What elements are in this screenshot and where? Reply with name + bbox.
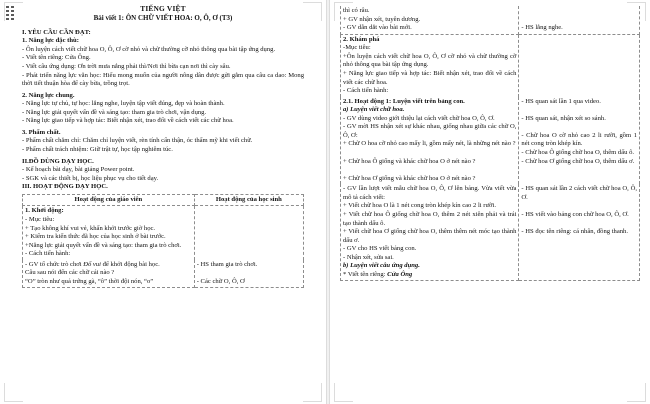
page-subtitle: Bài viết 1: ÔN CHỮ VIẾT HOA: O, Ô, Ơ (T3) <box>93 13 233 22</box>
student-activity-cell <box>519 184 640 281</box>
student-activity-cell <box>194 260 303 288</box>
activity-line: - Chữ hoa O cỡ nhỏ cao 2 li rưỡi, gồm 1 nét cong tròn khép kín. <box>521 131 637 148</box>
activity-line: - Mục tiêu: <box>25 215 55 223</box>
activity-line: - GV dẫn dắt vào bài mới. <box>343 24 412 32</box>
requirement-line: - Viết tên riêng: Cửa Ông. <box>22 54 91 62</box>
activity-line: + Viết chữ hoa Ô giống chữ hoa O, thêm 2 nét xiên phải và trái tạo thành dấu ô. <box>343 210 517 227</box>
activity-line: “O” tròn như quả trứng gà, “ô” thời đội nón, “o” <box>25 277 154 285</box>
page-right-content <box>340 4 640 281</box>
activity-spacer <box>521 16 637 25</box>
subheading-general-competence: 2. Năng lực chung. <box>22 91 75 99</box>
activity-line: - Cách tiến hành: <box>25 250 71 258</box>
quality-line: - Phẩm chất trách nhiệm: Giữ trật tự, học tập nghiêm túc. <box>22 146 173 154</box>
competence-line: - Năng lực giao tiếp và hợp tác: Biết nhận xét, trao đổi về cách viết các chữ hoa. <box>22 117 234 125</box>
section-heading-requirements: I. YÊU CẦU CẦN ĐẠT: <box>22 28 91 36</box>
activity-line: - Cách tiến hành: <box>343 87 389 95</box>
activity-line: - HS lắng nghe. <box>521 24 563 32</box>
quality-line: - Phẩm chất chăm chỉ: Chăm chỉ luyện viết, rèn tính cẩn thận, óc thẩm mỹ khi viết chữ. <box>22 137 253 145</box>
activity-subheading: a) Luyện viết chữ hoa. <box>343 106 405 114</box>
teacher-activity-cell <box>341 34 519 96</box>
crop-mark-bottom-left <box>4 383 23 402</box>
table-row <box>341 184 640 281</box>
activity-line: - HS quan sát, nhận xét so sánh. <box>521 114 606 122</box>
materials-line: - SGK và các thiết bị, học liệu phục vụ cho tiết dạy. <box>22 174 159 182</box>
activity-spacer <box>521 220 637 229</box>
table-row <box>341 97 640 185</box>
table-row <box>23 260 304 288</box>
activity-line: + Năng lực giao tiếp và hợp tác: Biết nhận xét, trao đổi về cách viết các chữ hoa. <box>343 69 517 86</box>
crop-mark-top-right <box>303 2 322 21</box>
teacher-activity-cell <box>341 184 519 281</box>
teacher-activity-cell <box>341 6 519 34</box>
activity-spacer <box>343 166 516 175</box>
activity-line: - Chữ hoa Ơ giống chữ hoa O, thêm dấu ơ. <box>521 157 635 165</box>
crop-mark-bottom-left <box>334 383 353 402</box>
activity-line: thì có râu. <box>343 7 370 14</box>
table-row <box>341 6 640 34</box>
student-activity-cell <box>519 97 640 185</box>
activity-line: - GV dùng video giới thiệu lại cách viết chữ hoa O, Ô, Ơ. <box>343 114 495 122</box>
activity-heading: 1. Khởi động: <box>25 207 64 215</box>
requirement-line: - Ôn luyện cách viết chữ hoa O, Ô, Ơ cỡ nhỏ và chữ thường cỡ nhỏ thông qua bài tập ứng dụng. <box>22 45 276 53</box>
game-name: Đố vui <box>83 260 101 268</box>
activity-line: + Chữ O hoa cỡ nhỏ cao mấy li, gồm mấy nét, là những nét nào ? <box>343 140 516 148</box>
activity-line: - GV lần lượt viết mẫu chữ hoa O, Ô, Ơ lên bảng. Vừa viết vừa mô tả cách viết: <box>343 185 517 201</box>
activity-line: - GV tổ chức trò chơi Đố vui để khởi động bài học. <box>25 260 160 268</box>
proper-noun: Cửa Ông <box>387 270 413 278</box>
activity-line: Câu sau nói đến các chữ cái nào ? <box>25 269 115 277</box>
activity-line: + Kiểm tra kiến thức đã học của học sinh ở bài trước. <box>25 233 166 241</box>
activity-line: - HS quan sát lần 1 qua video. <box>521 97 601 105</box>
requirement-line: - Phát triển năng lực văn học: Hiểu mong muốn của người nông dân được gửi gắm qua câu ca dao: Mong thời tiết thuận hòa để cày bừa, trồng trọt. <box>22 71 304 88</box>
activity-line: - Nhận xét, sửa sai. <box>343 253 394 261</box>
activity-line: - GV mời HS nhận xét sự khác nhau, giống nhau giữa các chữ O, Ô, Ơ: <box>343 123 517 139</box>
student-activity-cell <box>519 34 640 96</box>
activity-line: + Chữ hoa Ô giống và khác chữ hoa O ở nét nào ? <box>343 157 476 165</box>
column-header-student: Hoạt động của học sinh <box>194 194 303 206</box>
activity-line: - Các chữ O, Ô, Ơ <box>196 277 245 285</box>
activity-heading: 2. Khám phá <box>343 35 380 43</box>
student-activity-cell <box>519 6 640 34</box>
subheading-quality: 3. Phẩm chất. <box>22 128 61 136</box>
table-row <box>23 206 304 260</box>
materials-line: - Kế hoạch bài dạy, bài giảng Power point. <box>22 166 135 174</box>
table-row <box>341 34 640 96</box>
activity-line: + Chữ hoa Ơ giống và khác chữ hoa O ở nét nào ? <box>343 174 476 182</box>
teacher-activity-cell <box>341 97 519 185</box>
section-heading-activities: III. HOẠT ĐỘNG DẠY HỌC. <box>22 183 108 191</box>
lesson-plan-table-right <box>340 6 640 281</box>
activity-spacer <box>521 202 637 211</box>
requirement-line: - Viết câu ứng dụng: Ơn trời mưa nắng phải thì/Nơi thì bừa cạn nơi thì cày sâu. <box>22 62 231 70</box>
activity-line: - HS đọc tên riêng: cá nhân, đồng thanh. <box>521 228 628 236</box>
activity-line: - HS quan sát lần 2 cách viết chữ hoa O, Ô, Ơ. <box>521 185 637 201</box>
crop-mark-bottom-right <box>303 383 322 402</box>
activity-line: + Viết chữ hoa Ơ giống chữ hoa O, thêm thêm nét móc tạo thành dấu ơ. <box>343 228 517 244</box>
activity-spacer <box>197 269 301 278</box>
activity-line: - HS tham gia trò chơi. <box>196 260 258 268</box>
activity-line: - GV cho HS viết bảng con. <box>343 245 417 253</box>
page-handle-icon <box>6 6 18 20</box>
activity-line: -Mục tiêu: <box>343 44 371 52</box>
crop-mark-bottom-right <box>627 383 646 402</box>
activity-spacer <box>343 149 516 158</box>
activity-line: + Viết chữ hoa O là 1 nét cong tròn khép kín cao 2 li rưỡi. <box>343 202 497 210</box>
page-right[interactable] <box>330 0 650 404</box>
column-header-teacher: Hoạt động của giáo viên <box>23 194 195 206</box>
activity-line: + GV nhận xét, tuyên dương. <box>343 15 421 23</box>
activity-spacer <box>521 106 637 115</box>
activity-line: - Chữ hoa Ô giống chữ hoa O, thêm dấu ô. <box>521 149 635 156</box>
table-header-row <box>23 194 304 206</box>
student-activity-cell <box>194 206 303 260</box>
lesson-plan-table-left <box>22 194 304 289</box>
activity-spacer <box>521 123 637 132</box>
competence-line: - Năng lực tự chủ, tự học: lắng nghe, luyện tập viết đúng, đẹp và hoàn thành. <box>22 100 225 108</box>
activity-line: * Viết tên riêng: Cửa Ông <box>343 270 413 278</box>
page-left-content <box>22 4 304 288</box>
competence-line: - Năng lực giải quyết vấn đề và sáng tạo: tham gia trò chơi, vận dụng. <box>22 108 207 116</box>
teacher-activity-cell <box>23 206 195 260</box>
activity-line: - HS viết vào bảng con chữ hoa O, Ô, Ơ. <box>521 210 629 218</box>
teacher-activity-cell <box>23 260 195 288</box>
section-heading-materials: II.ĐỒ DÙNG DẠY HỌC. <box>22 157 94 165</box>
activity-line: + Tạo không khí vui vẻ, khấn khởi trước giờ học. <box>25 224 156 232</box>
subheading-specific-competence: 1. Năng lực đặc thù: <box>22 37 79 45</box>
activity-heading: 2.1. Hoạt động 1: Luyện viết trên bảng con. <box>343 97 465 105</box>
activity-spacer <box>521 7 637 16</box>
page-title: TIẾNG VIỆT <box>140 4 186 13</box>
activity-line: +Ôn luyện cách viết chữ hoa O, Ô, Ơ cỡ nhỏ và chữ thường cỡ nhỏ thông qua bài tập ứng dụng. <box>343 52 517 69</box>
activity-subheading: b) Luyện viết câu ứng dụng. <box>343 262 420 270</box>
activity-line: +Năng lực giải quyết vấn đề và sáng tạo: tham gia trò chơi. <box>25 241 182 249</box>
